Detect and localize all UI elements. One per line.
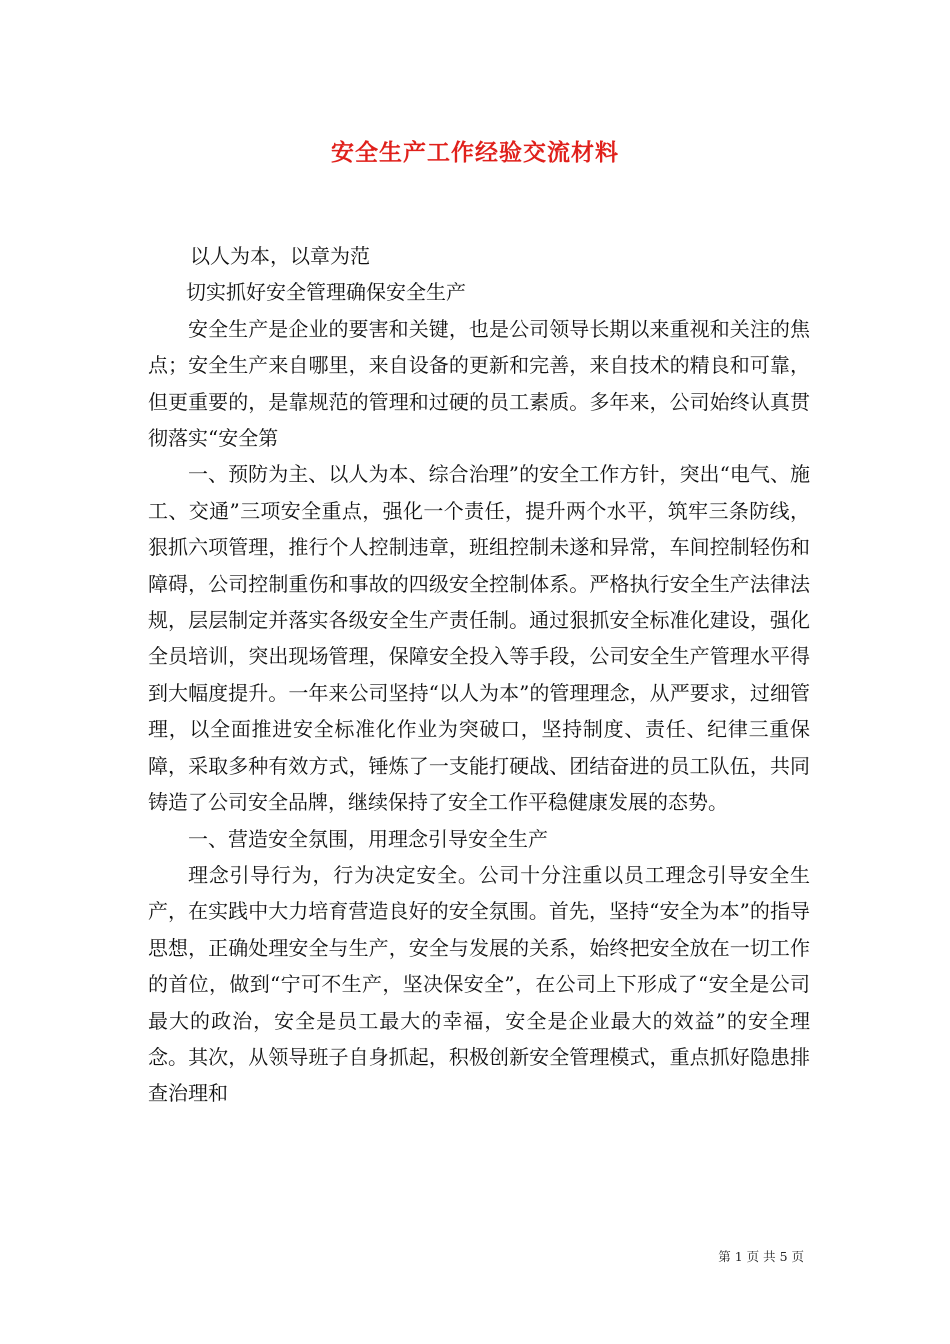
paragraph-slogan: 以人为本，以章为范 <box>190 244 370 268</box>
paragraph-subtitle: 切实抓好安全管理确保安全生产 <box>186 280 466 305</box>
paragraph-policy: 一、预防为主、以人为本、综合治理”的安全工作方针，突出“电气、施工、交通”三项安全重点，强化一个责任，提升两个水平，筑牢三条防线，狠抓六项管理，推行个人控制违章，班组控制未遂和异常，车间控制轻伤和障碍，公司控制重伤和事故的四级安全控制体系。严格执行安全生产法律法规，层层制定并落实各级安全生产责任制。通过狠抓安全标准化建设，强化全员培训，突出现场管理，保障安全投入等手段，公司安全生产管理水平得到大幅度提升。一年来公司坚持“以人为本”的管理理念，从严要求，过细管理，以全面推进安全标准化作业为突破口，坚持制度、责任、纪律三重保障，采取多种有效方式，锤炼了一支能打硬战、团结奋进的员工队伍，共同铸造了公司安全品牌，继续保持了安全工作平稳健康发展的态势。 <box>148 462 810 815</box>
page-indicator: 第 1 页 共 5 页 <box>718 1249 804 1264</box>
document-title: 安全生产工作经验交流材料 <box>331 139 619 166</box>
section-heading: 一、营造安全氛围，用理念引导安全生产 <box>188 826 548 851</box>
paragraph-section-1: 理念引导行为，行为决定安全。公司十分注重以员工理念引导安全生产，在实践中大力培育营造良好的安全氛围。首先，坚持“安全为本”的指导思想，正确处理安全与生产，安全与发展的关系，始终把安全放在一切工作的首位，做到“宁可不生产，坚决保安全”，在公司上下形成了“安全是公司最大的政治，安全是员工最大的幸福，安全是企业最大的效益”的安全理念。其次，从领导班子自身抓起，积极创新安全管理模式，重点抓好隐患排查治理和 <box>148 862 810 1106</box>
document-body <box>148 238 810 1112</box>
paragraph-intro: 安全生产是企业的要害和关键，也是公司领导长期以来重视和关注的焦点；安全生产来自哪里，来自设备的更新和完善，来自技术的精良和可靠，但更重要的，是靠规范的管理和过硬的员工素质。多年来，公司始终认真贯彻落实“安全第 <box>148 316 810 451</box>
